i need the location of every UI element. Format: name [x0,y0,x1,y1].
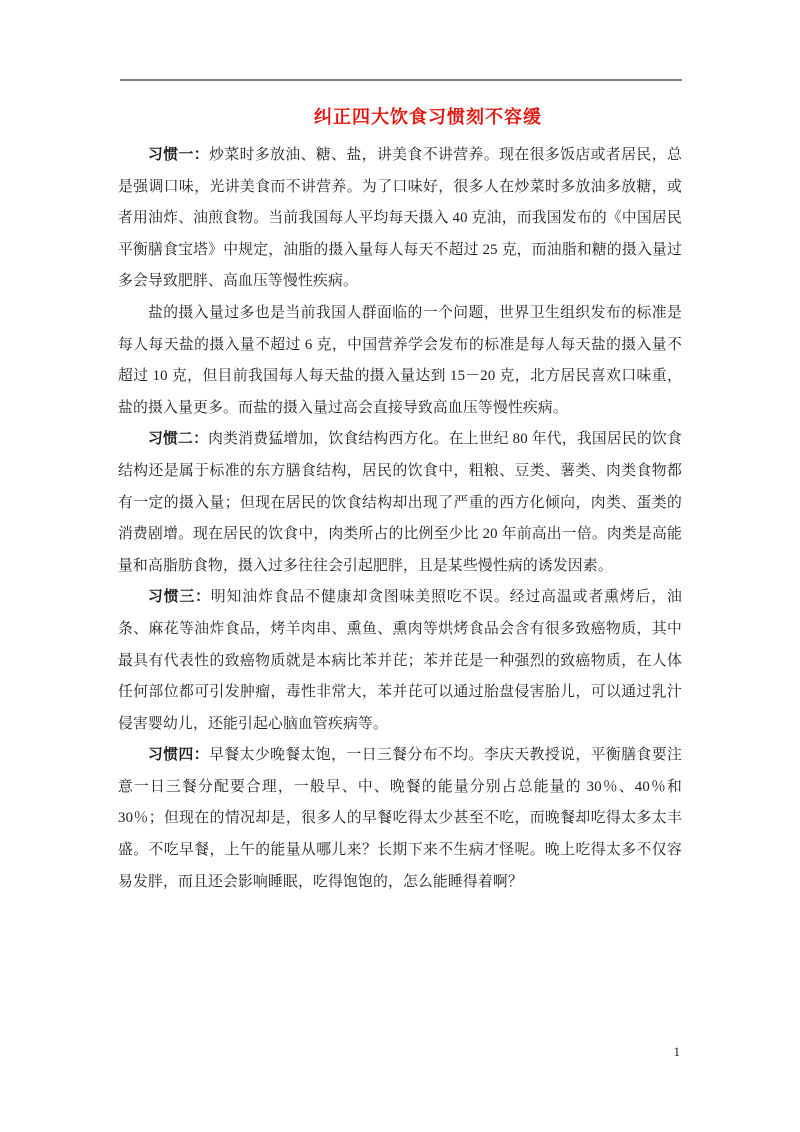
paragraph-text-habit-3: 明知油炸食品不健康却贪图味美照吃不误。经过高温或者熏烤后，油条、麻花等油炸食品，烤羊肉串、熏鱼、熏肉等烘烤食品会含有很多致癌物质，其中最具有代表性的致癌物质就是本病比苯并芘；苯并芘是一种强烈的致癌物质，在人体任何部位都可引发肿瘤，毒性非常大，苯并芘可以通过胎盘侵害胎儿，可以通过乳汁侵害婴幼儿，还能引起心脑血管疾病等。 [118,589,682,732]
paragraph-lead-habit-4: 习惯四： [148,747,210,764]
document-title: 纠正四大饮食习惯刻不容缓 [314,107,542,127]
paragraph-lead-habit-1: 习惯一： [148,147,210,163]
document-body [118,100,682,898]
paragraph-text-habit-4: 早餐太少晚餐太饱，一日三餐分布不均。李庆天教授说，平衡膳食要注意一日三餐分配要合理，一般早、中、晚餐的能量分别占总能量的 30％、40％和 30％；但现在的情况却是，很多人的早餐吃得太少甚至不吃，而晚餐却吃得太多太丰盛。不吃早餐，上午的能量从哪儿来？长期下来不生病才怪呢。晚上吃得太多不仅容易发胖，而且还会影响睡眠，吃得饱饱的，怎么能睡得着啊？ [118,747,682,890]
paragraph-text-habit-2: 肉类消费猛增加，饮食结构西方化。在上世纪 80 年代，我国居民的饮食结构还是属于标准的东方膳食结构，居民的饮食中，粗粮、豆类、薯类、肉类食物都有一定的摄入量；但现在居民的饮食结构却出现了严重的西方化倾向，肉类、蛋类的消费剧增。现在居民的饮食中，肉类所占的比例至少比 20 年前高出一倍。肉类是高能量和高脂肪食物，摄入过多往往会引起肥胖，且是某些慢性病的诱发因素。 [118,431,682,574]
paragraph-habit-2 [118,424,682,582]
paragraph-salt [118,298,682,424]
paragraph-habit-4 [118,740,682,898]
paragraph-text-habit-1: 炒菜时多放油、糖、盐，讲美食不讲营养。现在很多饭店或者居民，总是强调口味，光讲美食而不讲营养。为了口味好，很多人在炒菜时多放油多放糖，或者用油炸、油煎食物。当前我国每人平均每天摄入 40 克油，而我国发布的《中国居民平衡膳食宝塔》中规定，油脂的摄入量每人每天不超过 25 克，而油脂和糖的摄入量过多会导致肥胖、高血压等慢性疾病。 [118,147,682,290]
paragraph-text-salt: 盐的摄入量过多也是当前我国人群面临的一个问题，世界卫生组织发布的标准是每人每天盐的摄入量不超过 6 克，中国营养学会发布的标准是每人每天盐的摄入量不超过 10 克，但目前我国每人每天盐的摄入量达到 15－20 克，北方居民喜欢口味重，盐的摄入量更多。而盐的摄入量过高会直接导致高血压等慢性疾病。 [118,304,682,416]
header-divider [120,79,682,81]
page-number: 1 [673,1044,680,1059]
paragraph-habit-3 [118,582,682,740]
paragraph-lead-habit-2: 习惯二： [148,431,209,448]
paragraph-habit-1 [118,140,682,298]
paragraph-lead-habit-3: 习惯三： [148,589,211,606]
